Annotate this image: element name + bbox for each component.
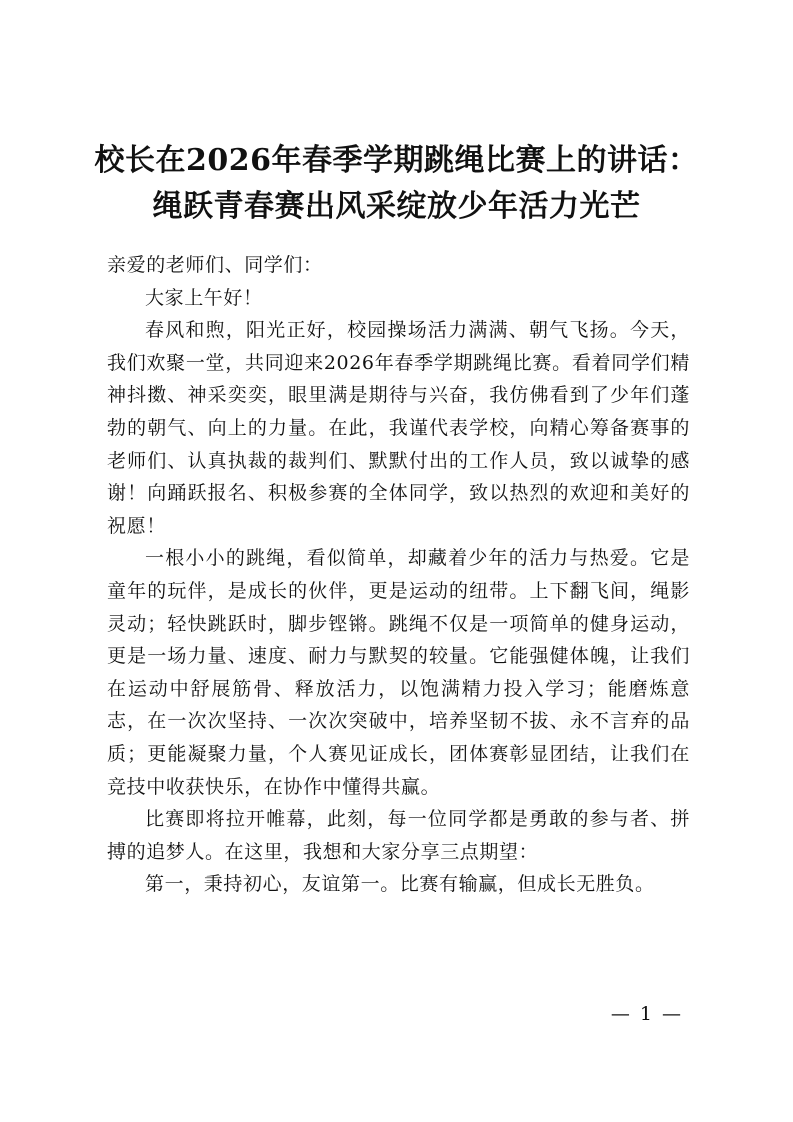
page-number: — 1 —: [610, 1003, 683, 1025]
first-expectation-paragraph: 第一，秉持初心，友谊第一。比赛有输赢，但成长无胜负。: [145, 873, 655, 896]
jump-rope-paragraph: 一根小小的跳绳，看似简单，却藏着少年的活力与热爱。它是童年的玩伴，是成长的伙伴，更是运动的纽带。上下翻飞间，绳影灵动；轻快跳跃时，脚步铿锵。跳绳不仅是一项简单的健身运动，更是一场力量、速度、耐力与默契的较量。它能强健体魄，让我们在运动中舒展筋骨、释放活力，以饱满精力投入学习；能磨炼意志，在一次次坚持、一次次突破中，培养坚韧不拔、永不言弃的品质；更能凝聚力量，个人赛见证成长，团体赛彰显团结，让我们在竞技中收获快乐，在协作中懂得共赢。: [107, 547, 690, 798]
document-title: [80, 138, 713, 230]
greeting-paragraph: 大家上午好！: [145, 286, 263, 309]
title-line-2: 绳跃青春赛出风采绽放少年活力光芒: [152, 189, 641, 224]
salutation: 亲爱的老师们、同学们：: [107, 254, 323, 276]
opening-paragraph: 春风和煦，阳光正好，校园操场活力满满、朝气飞扬。今天，我们欢聚一堂，共同迎来2026年春季学期跳绳比赛。看着同学们精神抖擞、神采奕奕，眼里满是期待与兴奋，我仿佛看到了少年们蓬勃的朝气、向上的力量。在此，我谨代表学校，向精心筹备赛事的老师们、认真执裁的裁判们、默默付出的工作人员，致以诚挚的感谢！向踊跃报名、积极参赛的全体同学，致以热烈的欢迎和美好的祝愿！: [107, 319, 690, 537]
title-line-1: 校长在2026年春季学期跳绳比赛上的讲话：: [94, 143, 699, 178]
expectations-paragraph: 比赛即将拉开帷幕，此刻，每一位同学都是勇敢的参与者、拼搏的追梦人。在这里，我想和大家分享三点期望：: [107, 808, 690, 863]
speech-body: [107, 249, 690, 901]
